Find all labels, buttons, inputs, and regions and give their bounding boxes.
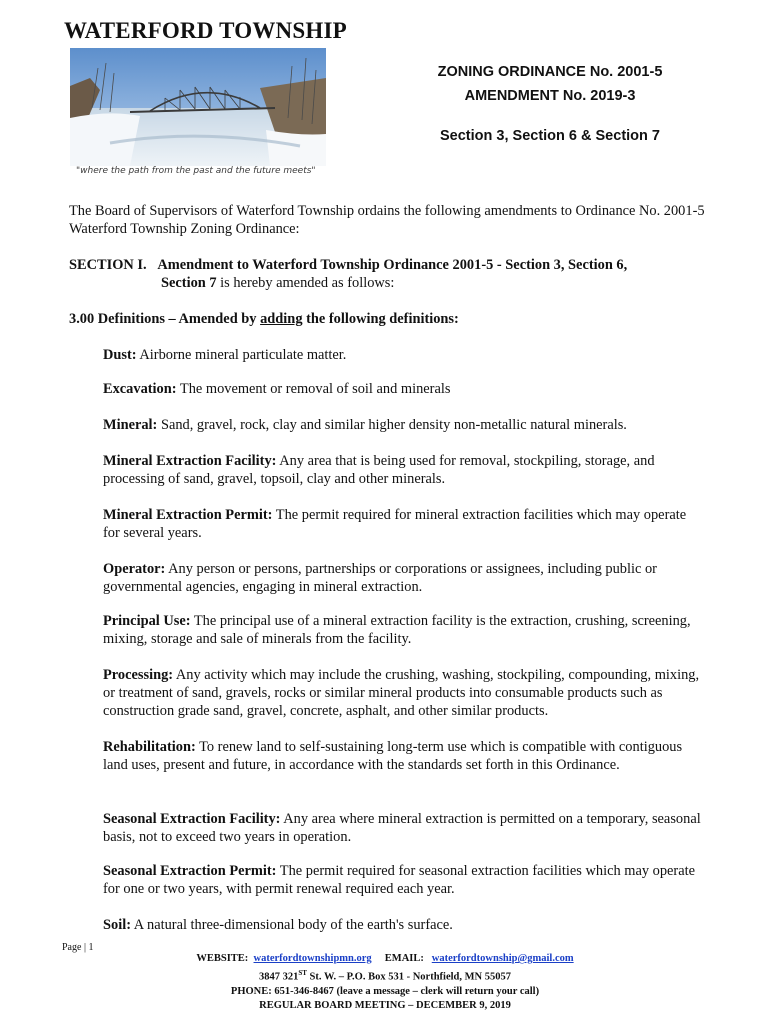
footer-meeting: REGULAR BOARD MEETING – DECEMBER 9, 2019 [259, 999, 511, 1011]
section-title: Amendment to Waterford Township Ordinance 2001-5 - Section 3, Section 6, [157, 257, 628, 273]
section-rest: is hereby amended as follows: [216, 275, 395, 291]
amendment-number: AMENDMENT No. 2019-3 [464, 88, 636, 104]
section-title-continued: Section 7 [161, 275, 217, 291]
section-label: SECTION I. [69, 257, 147, 273]
email-link[interactable]: waterfordtownship@gmail.com [431, 953, 574, 964]
definition-operator: Operator: Any person or persons, partnerships or corporations or assignees, including public or governmental agencies, engaging in mineral extraction. [103, 561, 657, 595]
section-one-heading [69, 256, 709, 292]
definition-seasonal-extraction-permit: Seasonal Extraction Permit: The permit required for seasonal extraction facilities which may operate for one or two years, with permit renewal required each year. [103, 863, 695, 897]
definition-mineral-extraction-facility: Mineral Extraction Facility: Any area that is being used for removal, stockpiling, storage, and processing of sand, gravel, topsoil, clay and other minerals. [103, 453, 655, 487]
email-label: EMAIL: [384, 953, 424, 964]
definition-rehabilitation: Rehabilitation: To renew land to self-sustaining long-term use which is compatible with contiguous land uses, present and future, in accordance with the standards set forth in this Ordinance. [103, 739, 683, 773]
township-motto: "where the path from the past and the future meets" [76, 166, 316, 176]
footer-address: 3847 321ST St. W. – P.O. Box 531 - Northfield, MN 55057 [258, 969, 512, 983]
intro-paragraph: The Board of Supervisors of Waterford Township ordains the following amendments to Ordinance No. 2001-5 Waterford Township Zoning Ordinance: [69, 203, 705, 237]
definition-mineral: Mineral: Sand, gravel, rock, clay and similar higher density non-metallic natural minerals. [103, 417, 627, 433]
definition-seasonal-extraction-facility: Seasonal Extraction Facility: Any area where mineral extraction is permitted on a temporary, seasonal basis, not to exceed two years in operation. [103, 811, 701, 845]
website-link[interactable]: waterfordtownshipmn.org [253, 953, 372, 964]
footer-phone: PHONE: 651-346-8467 (leave a message – clerk will return your call) [230, 985, 540, 997]
adding-underlined: adding [260, 311, 303, 327]
definition-mineral-extraction-permit: Mineral Extraction Permit: The permit required for mineral extraction facilities which may operate for several years. [103, 507, 687, 541]
website-label: WEBSITE: [196, 953, 249, 964]
ordinance-number: ZONING ORDINANCE No. 2001-5 [437, 64, 663, 80]
definition-excavation: Excavation: The movement or removal of soil and minerals [103, 381, 451, 397]
page-number: Page | 1 [62, 942, 94, 953]
definition-principal-use: Principal Use: The principal use of a mineral extraction facility is the extraction, crushing, screening, mixing, storage and sale of minerals from the facility. [103, 613, 691, 647]
bridge-photo [70, 48, 326, 166]
footer [160, 952, 610, 1013]
definition-dust: Dust: Airborne mineral particulate matter. [103, 347, 347, 363]
definition-processing: Processing: Any activity which may include the crushing, washing, stockpiling, compounding, mixing, or treatment of sand, gravels, rocks or similar mineral products into consumable products such as construction grade sand, gravel, concrete, asphalt, and other similar products. [103, 667, 700, 719]
township-title: WATERFORD TOWNSHIP [64, 18, 347, 43]
definition-soil: Soil: A natural three-dimensional body of the earth's surface. [103, 917, 453, 933]
definitions-heading: 3.00 Definitions – Amended by adding the following definitions: [69, 311, 459, 327]
sections-heading: Section 3, Section 6 & Section 7 [440, 128, 660, 144]
